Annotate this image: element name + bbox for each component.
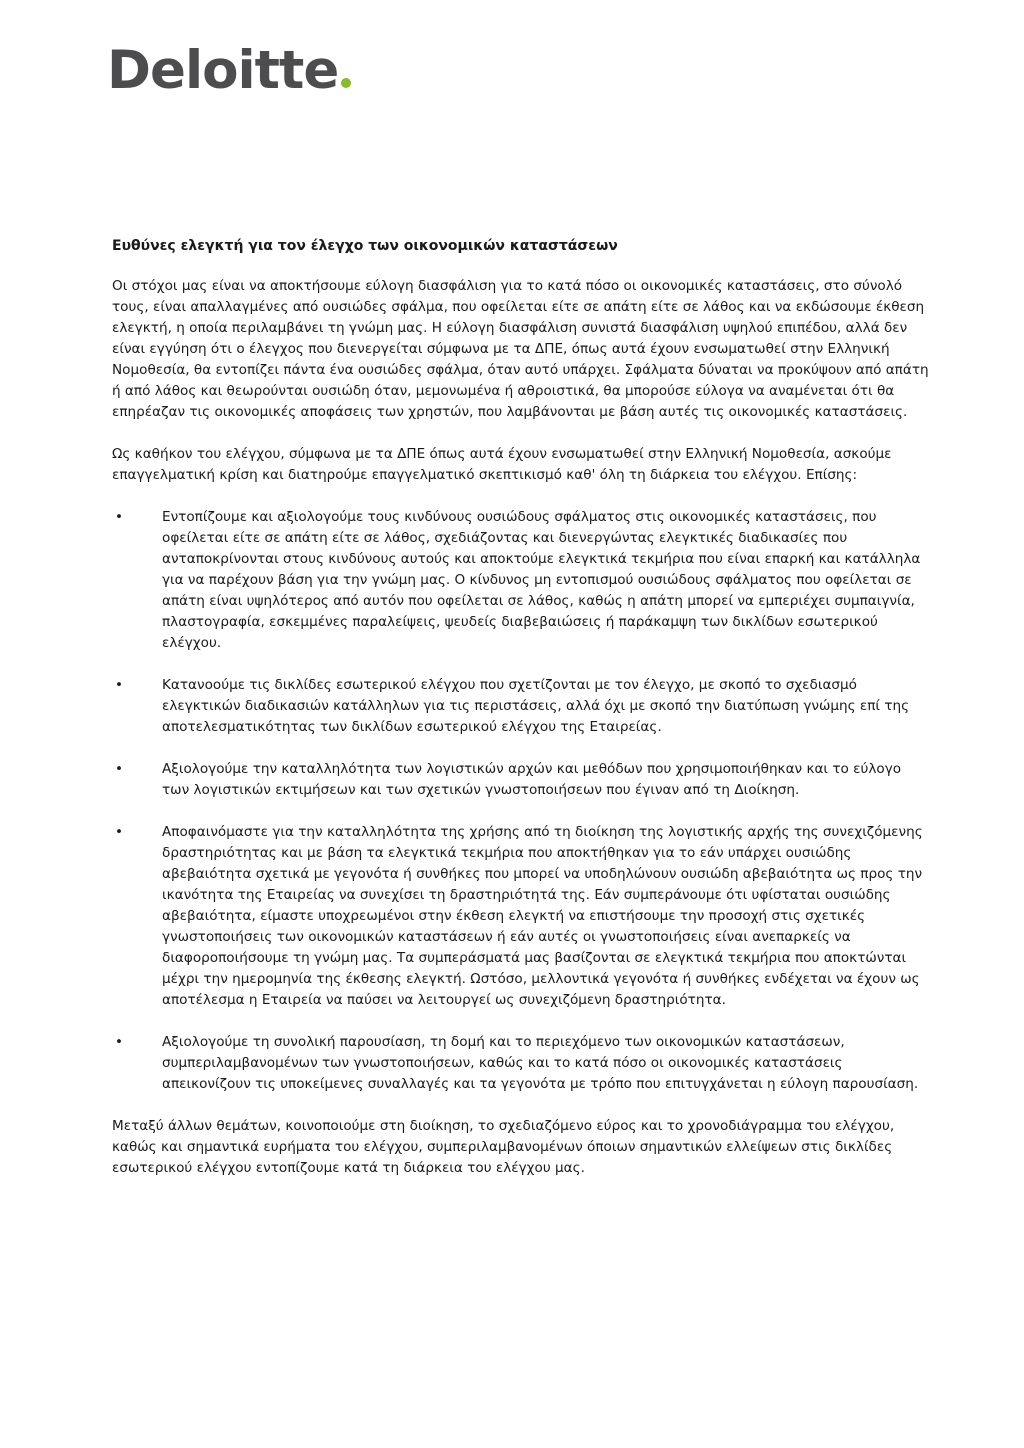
list-item xyxy=(112,675,932,738)
responsibilities-list xyxy=(112,507,932,1095)
document-body xyxy=(112,236,932,1200)
closing-paragraph: Μεταξύ άλλων θεμάτων, κοινοποιούμε στη διοίκηση, το σχεδιαζόμενο εύρος και το χρονοδιάγραμμα του ελέγχου, καθώς και σημαντικά ευρήματα του ελέγχου, συμπεριλαμβανομένων όποιων σημαντικών ελλείψεων στις δικλίδες εσωτερικού ελέγχου εντοπίζουμε κατά τη διάρκεια του ελέγχου μας. xyxy=(112,1118,895,1176)
list-item-text: Αποφαινόμαστε για την καταλληλότητα της χρήσης από τη διοίκηση της λογιστικής αρχής της συνεχιζόμενης δραστηριότητας και με βάση τα ελεγκτικά τεκμήρια που αποκτήθηκαν για το εάν υπάρχει ουσιώδης αβεβαιότητα σχετικά με γεγονότα ή συνθήκες που μπορεί να υποδηλώνουν ουσιώδη αβεβαιότητα ως προς την ικανότητα της Εταιρείας να συνεχίσει τη δραστηριότητά της. Εάν συμπεράνουμε ότι υφίσταται ουσιώδης αβεβαιότητα, είμαστε υποχρεωμένοι στην έκθεση ελεγκτή να επιστήσουμε την προσοχή στις σχετικές γνωστοποιήσεις των οικονομικών καταστάσεων ή εάν αυτές οι γνωστοποιήσεις είναι ανεπαρκείς να διαφοροποιήσουμε τη γνώμη μας. Τα συμπεράσματά μας βασίζονται σε ελεγκτικά τεκμήρια που αποκτώνται μέχρι την ημερομηνία της έκθεσης ελεγκτή. Ωστόσο, μελλοντικά γεγονότα ή συνθήκες ενδέχεται να έχουν ως αποτέλεσμα η Εταιρεία να παύσει να λειτουργεί ως συνεχιζόμενη δραστηριότητα. xyxy=(162,824,923,1008)
deloitte-logo xyxy=(107,40,351,101)
logo-dot-icon xyxy=(341,78,351,88)
list-item xyxy=(112,759,932,801)
bullet-icon: • xyxy=(115,1034,124,1050)
list-item-text: Αξιολογούμε τη συνολική παρουσίαση, τη δομή και το περιεχόμενο των οικονομικών καταστάσεων, συμπεριλαμβανομένων των γνωστοποιήσεων, καθώς και το κατά πόσο οι οικονομικές καταστάσεις απεικονίζουν τις υποκείμενες συναλλαγές και τα γεγονότα με τρόπο που επιτυγχάνεται η εύλογη παρουσίαση. xyxy=(162,1034,919,1092)
list-item xyxy=(112,822,932,1011)
section-title: Ευθύνες ελεγκτή για τον έλεγχο των οικονομικών καταστάσεων xyxy=(112,238,618,254)
list-item xyxy=(112,1032,932,1095)
bullet-icon: • xyxy=(115,677,124,693)
intro-paragraph-2: Ως καθήκον του ελέγχου, σύμφωνα με τα ΔΠΕ όπως αυτά έχουν ενσωματωθεί στην Ελληνική Νομοθεσία, ασκούμε επαγγελματική κρίση και διατηρούμε επαγγελματικό σκεπτικισμό καθ' όλη τη διάρκεια του ελέγχου. Επίσης: xyxy=(112,446,892,483)
list-item xyxy=(112,507,932,654)
bullet-icon: • xyxy=(115,824,124,840)
list-item-text: Αξιολογούμε την καταλληλότητα των λογιστικών αρχών και μεθόδων που χρησιμοποιήθηκαν και το εύλογο των λογιστικών εκτιμήσεων και των σχετικών γνωστοποιήσεων που έγιναν από τη Διοίκηση. xyxy=(162,761,902,798)
bullet-icon: • xyxy=(115,509,124,525)
intro-paragraph-1: Οι στόχοι μας είναι να αποκτήσουμε εύλογη διασφάλιση για το κατά πόσο οι οικονομικές καταστάσεις, στο σύνολό τους, είναι απαλλαγμένες από ουσιώδες σφάλμα, που οφείλεται είτε σε απάτη είτε σε λάθος και να εκδώσουμε έκθεση ελεγκτή, η οποία περιλαμβάνει τη γνώμη μας. Η εύλογη διασφάλιση συνιστά διασφάλιση υψηλού επιπέδου, αλλά δεν είναι εγγύηση ότι ο έλεγχος που διενεργείται σύμφωνα με τα ΔΠΕ, όπως αυτά έχουν ενσωματωθεί στην Ελληνική Νομοθεσία, θα εντοπίζει πάντα ένα ουσιώδες σφάλμα, όταν αυτό υπάρχει. Σφάλματα δύναται να προκύψουν από απάτη ή από λάθος και θεωρούνται ουσιώδη όταν, μεμονωμένα ή αθροιστικά, θα μπορούσε εύλογα να αναμένεται ότι θα επηρέαζαν τις οικονομικές αποφάσεις των χρηστών, που λαμβάνονται με βάση αυτές τις οικονομικές καταστάσεις. xyxy=(112,278,929,420)
logo-text: Deloitte xyxy=(107,40,339,101)
list-item-text: Κατανοούμε τις δικλίδες εσωτερικού ελέγχου που σχετίζονται με τον έλεγχο, με σκοπό το σχεδιασμό ελεγκτικών διαδικασιών κατάλληλων για τις περιστάσεις, αλλά όχι με σκοπό την διατύπωση γνώμης επί της αποτελεσματικότητας των δικλίδων εσωτερικού ελέγχου της Εταιρείας. xyxy=(162,677,910,735)
list-item-text: Εντοπίζουμε και αξιολογούμε τους κινδύνους ουσιώδους σφάλματος στις οικονομικές καταστάσεις, που οφείλεται είτε σε απάτη είτε σε λάθος, σχεδιάζοντας και διενεργώντας ελεγκτικές διαδικασίες που ανταποκρίνονται στους κινδύνους αυτούς και αποκτούμε ελεγκτικά τεκμήρια που είναι επαρκή και κατάλληλα για να παρέχουν βάση για την γνώμη μας. Ο κίνδυνος μη εντοπισμού ουσιώδους σφάλματος που οφείλεται σε απάτη είναι υψηλότερος από αυτόν που οφείλεται σε λάθος, καθώς η απάτη μπορεί να εμπεριέχει συμπαιγνία, πλαστογραφία, εσκεμμένες παραλείψεις, ψευδείς διαβεβαιώσεις ή παράκαμψη των δικλίδων εσωτερικού ελέγχου. xyxy=(162,509,921,651)
bullet-icon: • xyxy=(115,761,124,777)
